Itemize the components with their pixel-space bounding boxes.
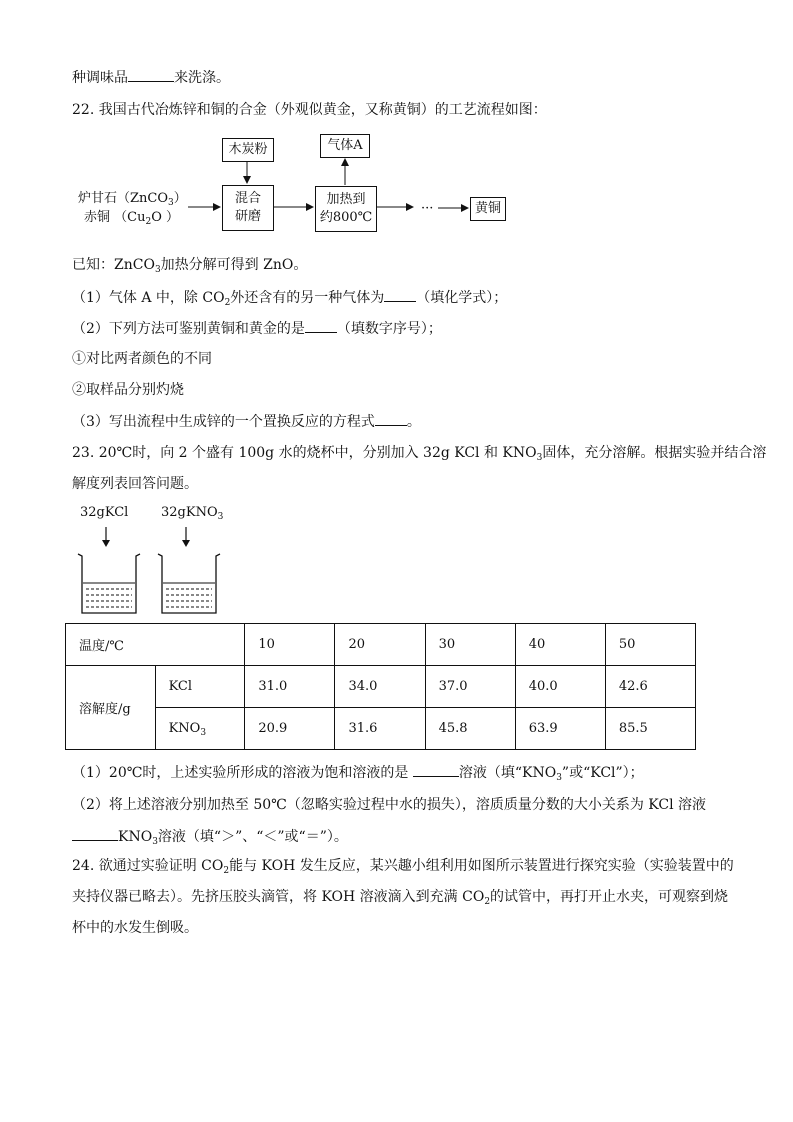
text: 24. 欲通过实验证明 CO bbox=[72, 858, 224, 874]
text: KNO bbox=[168, 721, 201, 736]
subscript: 3 bbox=[152, 837, 158, 847]
table-cell: 40.0 bbox=[515, 666, 605, 708]
text: 加热分解可得到 ZnO。 bbox=[160, 257, 308, 273]
solubility-header: 溶解度/g bbox=[66, 666, 156, 750]
subscript: 3 bbox=[200, 728, 207, 738]
text: （2）将上述溶液分别加热至 50℃（忽略实验过程中水的损失），溶质质量分数的大小关系为 KCl 溶液 bbox=[72, 797, 707, 813]
text: 来洗涤。 bbox=[174, 70, 230, 86]
text: 23. 20℃时，向 2 个盛有 100g 水的烧杯中，分别加入 32g KCl 和 KNO bbox=[72, 445, 537, 461]
table-cell: 30 bbox=[425, 624, 515, 666]
kcl-label: 32gKCl bbox=[80, 505, 129, 520]
table-cell: 42.6 bbox=[605, 666, 695, 708]
text: ”或“KCl”）； bbox=[561, 765, 644, 781]
text: ②取样品分别灼烧 bbox=[72, 382, 184, 398]
answer-blank[interactable] bbox=[305, 319, 337, 333]
text: （1）气体 A 中，除 CO bbox=[72, 290, 225, 306]
text: 22. 我国古代冶炼锌和铜的合金（外观似黄金，又称黄铜）的工艺流程如图： bbox=[72, 102, 547, 118]
question-23-2-cont bbox=[72, 827, 348, 846]
table-cell: 34.0 bbox=[335, 666, 425, 708]
text: ） bbox=[173, 191, 187, 206]
table-row bbox=[66, 666, 696, 708]
kcl-row-label: KCl bbox=[155, 666, 245, 708]
beaker-kno3 bbox=[158, 554, 220, 613]
table-cell: 37.0 bbox=[425, 666, 515, 708]
subscript: 3 bbox=[217, 512, 224, 522]
text: （2）下列方法可鉴别黄铜和黄金的是 bbox=[72, 321, 305, 337]
flow-arrows bbox=[0, 0, 793, 260]
text: 解度列表回答问题。 bbox=[72, 476, 198, 492]
text: 夹持仪器已略去）。先挤压胶头滴管，将 KOH 溶液滴入到充满 CO bbox=[72, 889, 485, 905]
solubility-table bbox=[65, 623, 696, 750]
question-22-3 bbox=[72, 412, 421, 431]
table-cell: 10 bbox=[245, 624, 335, 666]
question-22-2 bbox=[72, 319, 442, 338]
text: 溶液（填“KNO bbox=[458, 765, 557, 781]
table-cell: 45.8 bbox=[425, 708, 515, 750]
text: 溶液（填“＞”、“＜”或“＝”）。 bbox=[157, 829, 348, 845]
text: 加热到 bbox=[326, 192, 366, 207]
answer-blank[interactable] bbox=[72, 827, 118, 841]
question-24-cont2 bbox=[72, 919, 198, 937]
table-cell: 31.0 bbox=[245, 666, 335, 708]
question-22-1 bbox=[72, 288, 507, 307]
text: 外还含有的另一种气体为 bbox=[230, 290, 385, 306]
beaker-kcl bbox=[78, 554, 140, 613]
option-2 bbox=[72, 381, 184, 399]
text: 固体，充分溶解。根据实验并结合溶 bbox=[542, 445, 767, 461]
subscript: 3 bbox=[556, 773, 562, 783]
text: （填数字序号）； bbox=[336, 321, 442, 337]
text: 气体A bbox=[327, 138, 363, 153]
text: 赤铜 （Cu bbox=[84, 210, 146, 225]
text: 已知：ZnCO bbox=[72, 257, 155, 273]
text: 能与 KOH 发生反应，某兴趣小组利用如图所示装置进行探究实验（实验装置中的 bbox=[229, 858, 734, 874]
option-1 bbox=[72, 350, 212, 368]
text: 黄铜 bbox=[474, 201, 501, 216]
question-23-2 bbox=[72, 796, 706, 814]
kno3-label bbox=[161, 504, 223, 522]
text: 木炭粉 bbox=[228, 142, 268, 157]
table-cell: 20 bbox=[335, 624, 425, 666]
beakers-svg bbox=[70, 525, 230, 620]
text: 的试管中，再打开止水夹，可观察到烧 bbox=[490, 889, 729, 905]
subscript: 2 bbox=[484, 897, 491, 907]
ellipsis: ··· bbox=[421, 201, 434, 216]
table-cell: 63.9 bbox=[515, 708, 605, 750]
text: 杯中的水发生倒吸。 bbox=[72, 920, 198, 936]
text: 约800℃ bbox=[319, 210, 373, 225]
arrow-head bbox=[182, 540, 190, 547]
text: 。 bbox=[406, 414, 421, 430]
answer-blank[interactable] bbox=[375, 412, 407, 426]
subscript: 2 bbox=[145, 217, 152, 227]
question-23-cont bbox=[72, 475, 198, 493]
subscript: 3 bbox=[154, 265, 161, 275]
text: （填化学式）； bbox=[416, 290, 508, 306]
text: （3）写出流程中生成锌的一个置换反应的方程式 bbox=[72, 414, 375, 430]
answer-blank[interactable] bbox=[384, 288, 416, 302]
answer-blank[interactable] bbox=[413, 763, 459, 777]
subscript: 3 bbox=[168, 198, 174, 208]
table-cell: 50 bbox=[605, 624, 695, 666]
text: 混合 bbox=[234, 191, 261, 206]
text: 研磨 bbox=[234, 209, 261, 224]
kno3-row-label bbox=[155, 708, 245, 750]
arrow-head bbox=[102, 540, 110, 547]
text: ①对比两者颜色的不同 bbox=[72, 351, 212, 367]
table-cell: 40 bbox=[515, 624, 605, 666]
question-24 bbox=[72, 857, 734, 875]
text: 炉甘石（ZnCO bbox=[78, 191, 169, 206]
table-cell: 85.5 bbox=[605, 708, 695, 750]
text: KNO bbox=[118, 829, 153, 845]
table-cell: 31.6 bbox=[335, 708, 425, 750]
text: （1）20℃时，上述实验所形成的溶液为饱和溶液的是 bbox=[72, 765, 413, 781]
text: 种调味品 bbox=[72, 70, 128, 86]
temp-header: 温度/℃ bbox=[66, 624, 245, 666]
subscript: 2 bbox=[224, 298, 231, 308]
known-info bbox=[72, 256, 307, 274]
table-cell: 20.9 bbox=[245, 708, 335, 750]
question-23-1 bbox=[72, 763, 644, 782]
table-row bbox=[66, 708, 696, 750]
question-23 bbox=[72, 444, 766, 462]
text: O ） bbox=[151, 210, 179, 225]
question-24-cont bbox=[72, 888, 728, 906]
subscript: 3 bbox=[536, 453, 543, 463]
subscript: 2 bbox=[223, 866, 230, 876]
table-row bbox=[66, 624, 696, 666]
text: 32gKNO bbox=[161, 505, 218, 520]
